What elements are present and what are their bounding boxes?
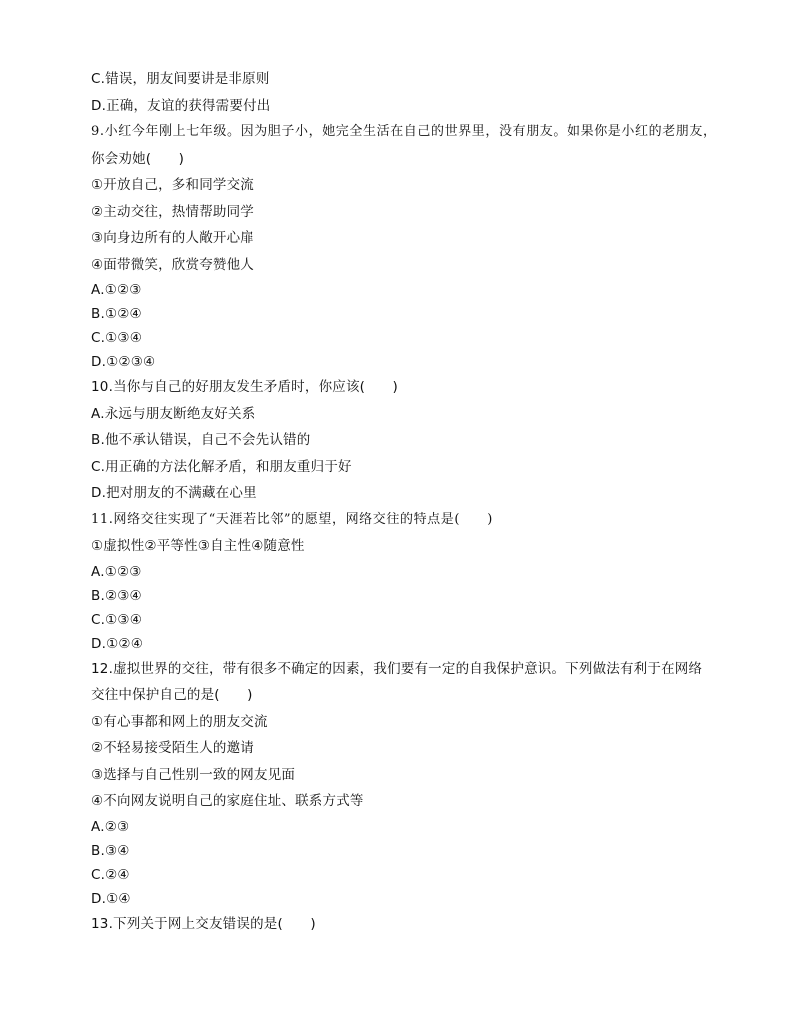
q12-statement-4: ④不向网友说明自己的家庭住址、联系方式等 bbox=[91, 793, 364, 809]
question-10: 10.当你与自己的好朋友发生矛盾时，你应该( ) bbox=[91, 379, 399, 395]
q10-option-c: C.用正确的方法化解矛盾，和朋友重归于好 bbox=[91, 458, 352, 475]
q9-statement-2: ②主动交往，热情帮助同学 bbox=[91, 203, 255, 220]
question-13: 13.下列关于网上交友错误的是( ) bbox=[91, 915, 316, 932]
q11-option-a: A.①②③ bbox=[91, 563, 142, 580]
q9-statement-3: ③向身边所有的人敞开心扉 bbox=[91, 230, 255, 246]
q11-option-d: D.①②④ bbox=[91, 635, 143, 652]
q12-option-b: B.③④ bbox=[91, 842, 130, 859]
question-12-line-1: 12.虚拟世界的交往，带有很多不确定的因素，我们要有一定的自我保护意识。下列做法有利于在网络 bbox=[91, 660, 703, 677]
option-d-q8: D.正确，友谊的获得需要付出 bbox=[91, 97, 271, 114]
q9-option-a: A.①②③ bbox=[91, 282, 142, 298]
q9-option-d: D.①②③④ bbox=[91, 354, 156, 370]
question-11: 11.网络交往实现了“天涯若比邻”的愿望，网络交往的特点是( ) bbox=[91, 511, 493, 527]
q9-statement-1: ①开放自己，多和同学交流 bbox=[91, 177, 255, 193]
question-9-line-1: 9.小红今年刚上七年级。因为胆子小，她完全生活在自己的世界里，没有朋友。如果你是小红的老朋友， bbox=[91, 124, 717, 139]
document-page bbox=[91, 66, 731, 937]
q11-option-b: B.②③④ bbox=[91, 587, 142, 604]
question-12-line-2: 交往中保护自己的是( ) bbox=[91, 687, 253, 703]
q12-statement-1: ①有心事都和网上的朋友交流 bbox=[91, 713, 268, 730]
q12-statement-2: ②不轻易接受陌生人的邀请 bbox=[91, 740, 255, 756]
q12-option-a: A.②③ bbox=[91, 818, 130, 835]
q9-option-b: B.①②④ bbox=[91, 306, 142, 322]
q11-statements: ①虚拟性②平等性③自主性④随意性 bbox=[91, 538, 305, 554]
q9-statement-4: ④面带微笑，欣赏夸赞他人 bbox=[91, 256, 255, 273]
q12-option-d: D.①④ bbox=[91, 890, 131, 907]
q10-option-a: A.永远与朋友断绝友好关系 bbox=[91, 405, 256, 422]
q10-option-b: B.他不承认错误，自己不会先认错的 bbox=[91, 432, 311, 448]
question-9-line-2: 你会劝她( ) bbox=[91, 150, 185, 167]
q11-option-c: C.①③④ bbox=[91, 611, 143, 628]
q9-option-c: C.①③④ bbox=[91, 330, 143, 346]
option-c-q8: C.错误，朋友间要讲是非原则 bbox=[91, 71, 270, 87]
q12-statement-3: ③选择与自己性别一致的网友见面 bbox=[91, 766, 296, 783]
q12-option-c: C.②④ bbox=[91, 866, 130, 883]
q10-option-d: D.把对朋友的不满藏在心里 bbox=[91, 485, 257, 501]
